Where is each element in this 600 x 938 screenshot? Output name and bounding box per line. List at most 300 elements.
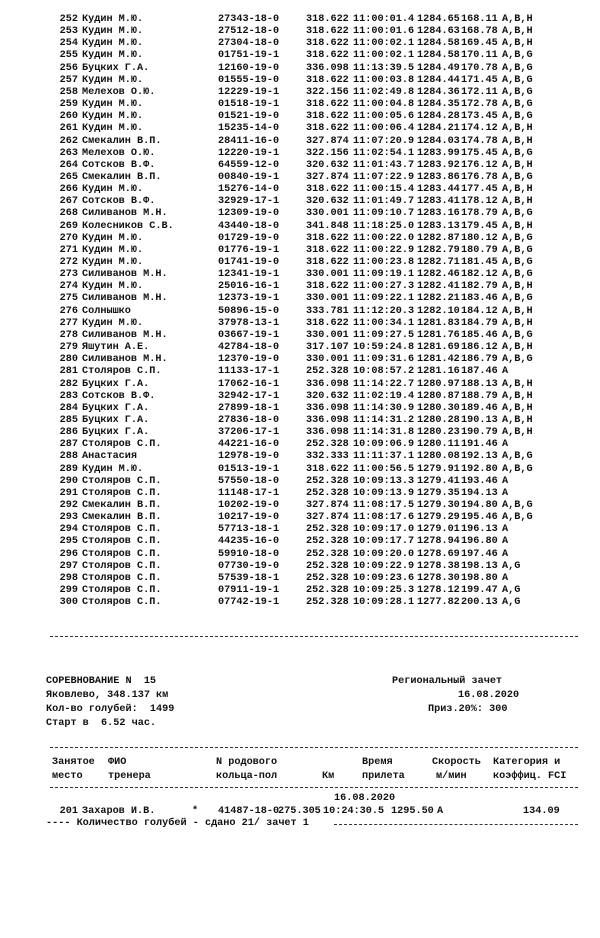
cell-cat: A: [502, 548, 509, 560]
cell-time: 11:08:17.6: [353, 512, 415, 524]
cell-name: Силиванов М.Н.: [82, 293, 168, 305]
cell-name: Столяров С.П.: [82, 560, 162, 572]
cell-time: 11:00:56.5: [353, 463, 415, 475]
cell-speed: 1280.87: [417, 390, 460, 402]
cell-name: Кудин М.Ю.: [82, 38, 144, 50]
cell-name: Столяров С.П.: [82, 524, 162, 536]
header-category: Категория и: [493, 757, 561, 768]
table-row: [0, 451, 600, 463]
cell-speed: 1278.30: [417, 572, 460, 584]
cell-no: 275: [59, 293, 78, 305]
cell-km: 252.328: [306, 585, 349, 597]
result-km: 275.305: [278, 806, 321, 817]
cell-ring: 59910-18-0: [218, 548, 280, 560]
result-speed: 1295.50: [391, 806, 434, 817]
cell-time: 11:00:06.4: [353, 123, 415, 135]
cell-coef: 170.11: [461, 50, 498, 62]
cell-no: 285: [59, 414, 78, 426]
cell-coef: 180.12: [461, 232, 498, 244]
table-row: [0, 366, 600, 378]
cell-km: 330.001: [306, 269, 349, 281]
cell-speed: 1281.69: [417, 342, 460, 354]
cell-time: 11:02:19.4: [353, 390, 415, 402]
cell-coef: 178.12: [461, 196, 498, 208]
cell-ring: 12341-19-1: [218, 269, 280, 281]
cell-cat: A,B,G: [502, 62, 533, 74]
cell-cat: A,B,H: [502, 342, 533, 354]
cell-km: 327.874: [306, 500, 349, 511]
cell-no: 259: [59, 99, 78, 111]
table-row: [0, 87, 600, 99]
table-row: [0, 63, 600, 75]
table-row: [0, 257, 600, 269]
cell-no: 269: [59, 220, 78, 232]
cell-speed: 1283.92: [417, 159, 460, 171]
table-row: [0, 439, 600, 451]
cell-cat: A,B,H: [502, 305, 533, 317]
cell-cat: A,B,G: [502, 111, 533, 123]
cell-km: 318.622: [306, 14, 349, 25]
cell-name: Кудин М.Ю.: [82, 99, 144, 111]
table-row: [0, 14, 600, 26]
cell-km: 327.874: [306, 135, 349, 147]
cell-name: Кудин М.Ю.: [82, 317, 144, 329]
cell-coef: 199.47: [461, 585, 498, 597]
competition-prize: Приз.20%: 300: [428, 704, 508, 715]
cell-name: Столяров С.П.: [82, 536, 162, 548]
cell-speed: 1280.97: [417, 378, 460, 390]
cell-time: 11:00:27.3: [353, 281, 415, 293]
cell-name: Столяров С.П.: [82, 439, 162, 451]
cell-cat: A,B,H: [502, 123, 533, 135]
cell-coef: 172.11: [461, 86, 498, 98]
cell-coef: 196.13: [461, 524, 498, 536]
cell-time: 11:09:22.1: [353, 293, 415, 305]
cell-cat: A,B,G: [502, 74, 533, 86]
cell-speed: 1282.71: [417, 257, 460, 268]
cell-no: 284: [59, 402, 78, 414]
cell-name: Кудин М.Ю.: [82, 50, 144, 62]
cell-ring: 27512-18-0: [218, 26, 280, 38]
cell-coef: 188.79: [461, 390, 498, 402]
cell-cat: A,B,G: [502, 451, 533, 463]
competition-count: Кол-во голубей: 1499: [46, 704, 175, 715]
cell-km: 330.001: [306, 329, 349, 341]
cell-ring: 12373-19-1: [218, 293, 280, 305]
table-row: [0, 172, 600, 184]
cell-speed: 1283.99: [417, 147, 460, 159]
cell-speed: 1284.44: [417, 74, 460, 86]
cell-ring: 25016-16-1: [218, 281, 280, 293]
cell-name: Анастасия: [82, 451, 138, 463]
cell-cat: A,B,H: [502, 378, 533, 390]
cell-time: 10:09:13.9: [353, 487, 415, 499]
cell-km: 341.848: [306, 220, 349, 232]
table-row: [0, 281, 600, 293]
cell-speed: 1280.23: [417, 427, 460, 439]
cell-km: 327.874: [306, 171, 349, 183]
cell-coef: 173.45: [461, 111, 498, 123]
cell-name: Силиванов М.Н.: [82, 269, 168, 281]
cell-km: 322.156: [306, 147, 349, 159]
cell-time: 10:08:57.2: [353, 366, 415, 378]
cell-no: 258: [59, 86, 78, 98]
cell-km: 320.632: [306, 390, 349, 402]
cell-no: 295: [59, 536, 78, 548]
cell-km: 252.328: [306, 366, 349, 378]
cell-km: 318.622: [306, 50, 349, 62]
cell-speed: 1281.16: [417, 366, 460, 378]
cell-time: 10:09:25.3: [353, 585, 415, 597]
cell-name: Силиванов М.Н.: [82, 208, 168, 220]
cell-speed: 1281.42: [417, 354, 460, 366]
cell-ring: 32942-17-1: [218, 390, 280, 402]
cell-no: 287: [59, 439, 78, 451]
cell-km: 327.874: [306, 512, 349, 524]
cell-time: 11:00:15.4: [353, 184, 415, 196]
competition-date: 16.08.2020: [458, 690, 520, 701]
cell-km: 320.632: [306, 196, 349, 208]
cell-no: 280: [59, 354, 78, 366]
table-row: [0, 524, 600, 536]
cell-name: Буцких Г.А.: [82, 402, 150, 414]
cell-no: 252: [59, 14, 78, 25]
cell-cat: A,B,H: [502, 220, 533, 232]
cell-speed: 1279.29: [417, 512, 460, 524]
cell-time: 11:00:22.0: [353, 232, 415, 244]
cell-coef: 198.13: [461, 560, 498, 572]
cell-speed: 1283.16: [417, 208, 460, 220]
table-row: [0, 50, 600, 62]
cell-no: 294: [59, 524, 78, 536]
cell-time: 11:13:39.5: [353, 62, 415, 74]
cell-cat: A,B,H: [502, 184, 533, 196]
header-time: Время: [362, 757, 393, 768]
cell-coef: 198.80: [461, 572, 498, 584]
cell-time: 10:09:17.7: [353, 536, 415, 548]
cell-coef: 185.46: [461, 329, 498, 341]
cell-time: 11:14:22.7: [353, 378, 415, 390]
cell-coef: 194.80: [461, 500, 498, 511]
cell-cat: A,B,H: [502, 414, 533, 426]
table-row: [0, 245, 600, 257]
result-ring: 41487-18-0: [218, 806, 280, 817]
cell-coef: 187.46: [461, 366, 498, 378]
cell-speed: 1279.01: [417, 524, 460, 536]
table-row: [0, 99, 600, 111]
cell-time: 11:00:23.8: [353, 257, 415, 268]
cell-ring: 44221-16-0: [218, 439, 280, 451]
cell-ring: 01776-19-1: [218, 244, 280, 256]
cell-speed: 1283.44: [417, 184, 460, 196]
cell-cat: A,B,H: [502, 390, 533, 402]
cell-cat: A,B,G: [502, 257, 533, 268]
table-row: [0, 561, 600, 573]
cell-no: 274: [59, 281, 78, 293]
cell-speed: 1279.30: [417, 500, 460, 511]
result-row: [0, 806, 600, 818]
cell-time: 11:09:27.5: [353, 329, 415, 341]
header-divider-top: [50, 747, 578, 748]
cell-coef: 196.80: [461, 536, 498, 548]
cell-ring: 15235-14-0: [218, 123, 280, 135]
table-row: [0, 464, 600, 476]
cell-coef: 194.13: [461, 487, 498, 499]
cell-ring: 01729-19-0: [218, 232, 280, 244]
cell-name: Сотсков В.Ф.: [82, 196, 156, 208]
cell-no: 257: [59, 74, 78, 86]
table-row: [0, 585, 600, 597]
table-row: [0, 123, 600, 135]
cell-no: 296: [59, 548, 78, 560]
cell-no: 277: [59, 317, 78, 329]
cell-km: 318.622: [306, 244, 349, 256]
cell-ring: 01521-19-0: [218, 111, 280, 123]
cell-speed: 1282.21: [417, 293, 460, 305]
cell-ring: 17062-16-1: [218, 378, 280, 390]
cell-coef: 169.45: [461, 38, 498, 50]
cell-time: 11:00:02.1: [353, 50, 415, 62]
cell-time: 11:00:05.6: [353, 111, 415, 123]
cell-time: 10:09:06.9: [353, 439, 415, 451]
cell-time: 10:09:28.1: [353, 597, 415, 609]
table-row: [0, 488, 600, 500]
cell-coef: 177.45: [461, 184, 498, 196]
cell-ring: 44235-16-0: [218, 536, 280, 548]
cell-no: 256: [59, 62, 78, 74]
cell-cat: A,B,H: [502, 196, 533, 208]
table-row: [0, 330, 600, 342]
cell-no: 268: [59, 208, 78, 220]
cell-coef: 176.78: [461, 171, 498, 183]
cell-ring: 10217-19-0: [218, 512, 280, 524]
cell-time: 11:02:49.8: [353, 86, 415, 98]
cell-no: 292: [59, 500, 78, 511]
cell-km: 318.622: [306, 26, 349, 38]
cell-coef: 180.79: [461, 244, 498, 256]
cell-km: 252.328: [306, 524, 349, 536]
cell-speed: 1282.41: [417, 281, 460, 293]
cell-cat: A,B,G: [502, 171, 533, 183]
cell-no: 271: [59, 244, 78, 256]
cell-coef: 176.12: [461, 159, 498, 171]
cell-coef: 168.11: [461, 14, 498, 25]
cell-ring: 37978-13-1: [218, 317, 280, 329]
cell-name: Буцких Г.А.: [82, 378, 150, 390]
cell-speed: 1281.76: [417, 329, 460, 341]
cell-cat: A: [502, 524, 509, 536]
cell-no: 273: [59, 269, 78, 281]
cell-coef: 170.78: [461, 62, 498, 74]
cell-no: 281: [59, 366, 78, 378]
result-cat: A: [437, 806, 444, 817]
header-ring: N родового: [216, 757, 278, 768]
cell-ring: 57539-18-1: [218, 572, 280, 584]
cell-no: 282: [59, 378, 78, 390]
cell-no: 265: [59, 171, 78, 183]
cell-ring: 57550-18-0: [218, 475, 280, 487]
cell-cat: A,B,G: [502, 244, 533, 256]
cell-name: Сотсков В.Ф.: [82, 390, 156, 402]
table-row: [0, 196, 600, 208]
cell-coef: 175.45: [461, 147, 498, 159]
cell-coef: 179.45: [461, 220, 498, 232]
cell-time: 11:09:31.6: [353, 354, 415, 366]
cell-speed: 1278.12: [417, 585, 460, 597]
cell-cat: A,B,G: [502, 86, 533, 98]
cell-ring: 27343-18-0: [218, 14, 280, 25]
table-row: [0, 403, 600, 415]
cell-cat: A,B,H: [502, 26, 533, 38]
table-row: [0, 233, 600, 245]
cell-no: 266: [59, 184, 78, 196]
cell-no: 293: [59, 512, 78, 524]
cell-no: 264: [59, 159, 78, 171]
cell-name: Кудин М.Ю.: [82, 232, 144, 244]
cell-km: 336.098: [306, 62, 349, 74]
cell-coef: 178.79: [461, 208, 498, 220]
cell-time: 11:14:30.9: [353, 402, 415, 414]
cell-coef: 171.45: [461, 74, 498, 86]
cell-name: Смекалин В.П.: [82, 500, 162, 511]
cell-km: 317.107: [306, 342, 349, 354]
cell-coef: 192.80: [461, 463, 498, 475]
cell-cat: A,B,G: [502, 99, 533, 111]
cell-no: 270: [59, 232, 78, 244]
cell-coef: 174.78: [461, 135, 498, 147]
cell-coef: 195.46: [461, 512, 498, 524]
cell-no: 288: [59, 451, 78, 463]
table-row: [0, 318, 600, 330]
cell-km: 252.328: [306, 548, 349, 560]
cell-time: 11:01:49.7: [353, 196, 415, 208]
cell-time: 11:07:20.9: [353, 135, 415, 147]
cell-speed: 1283.86: [417, 171, 460, 183]
cell-cat: A,B,H: [502, 159, 533, 171]
cell-time: 10:09:20.0: [353, 548, 415, 560]
cell-time: 11:09:19.1: [353, 269, 415, 281]
cell-name: Буцких Г.А.: [82, 414, 150, 426]
header-place: Занятое: [52, 757, 95, 768]
cell-speed: 1281.83: [417, 317, 460, 329]
cell-time: 11:07:22.9: [353, 171, 415, 183]
cell-coef: 183.46: [461, 293, 498, 305]
cell-speed: 1284.28: [417, 111, 460, 123]
cell-cat: A,B,H: [502, 38, 533, 50]
competition-title: СОРЕВНОВАНИЕ N 15: [46, 676, 157, 687]
cell-km: 252.328: [306, 572, 349, 584]
cell-name: Сотсков В.Ф.: [82, 159, 156, 171]
cell-name: Мелехов О.Ю.: [82, 147, 156, 159]
cell-speed: 1279.91: [417, 463, 460, 475]
cell-name: Столяров С.П.: [82, 585, 162, 597]
cell-coef: 184.12: [461, 305, 498, 317]
cell-speed: 1284.58: [417, 50, 460, 62]
cell-no: 298: [59, 572, 78, 584]
header-divider-bottom: [50, 787, 578, 788]
cell-coef: 190.13: [461, 414, 498, 426]
cell-ring: 42784-18-0: [218, 342, 280, 354]
cell-no: 262: [59, 135, 78, 147]
cell-name: Яшутин А.Е.: [82, 342, 150, 354]
cell-km: 318.622: [306, 281, 349, 293]
cell-speed: 1282.87: [417, 232, 460, 244]
table-row: [0, 306, 600, 318]
cell-speed: 1279.35: [417, 487, 460, 499]
cell-ring: 37206-17-1: [218, 427, 280, 439]
cell-km: 330.001: [306, 208, 349, 220]
cell-ring: 12370-19-0: [218, 354, 280, 366]
table-row: [0, 354, 600, 366]
cell-name: Смекалин В.П.: [82, 512, 162, 524]
cell-time: 11:00:02.1: [353, 38, 415, 50]
cell-time: 10:09:13.3: [353, 475, 415, 487]
cell-km: 318.622: [306, 123, 349, 135]
result-name: Захаров И.В.: [82, 806, 156, 817]
cell-cat: A,B,H: [502, 135, 533, 147]
cell-cat: A: [502, 439, 509, 451]
cell-ring: 28411-16-0: [218, 135, 280, 147]
cell-name: Колесников С.В.: [82, 220, 174, 232]
cell-coef: 168.78: [461, 26, 498, 38]
table-row: [0, 500, 600, 512]
cell-ring: 43440-18-0: [218, 220, 280, 232]
cell-time: 11:14:31.8: [353, 427, 415, 439]
table-row: [0, 160, 600, 172]
cell-cat: A,B,H: [502, 281, 533, 293]
cell-km: 336.098: [306, 427, 349, 439]
cell-cat: A: [502, 487, 509, 499]
cell-coef: 193.46: [461, 475, 498, 487]
cell-speed: 1284.65: [417, 14, 460, 25]
cell-coef: 197.46: [461, 548, 498, 560]
cell-km: 332.333: [306, 451, 349, 463]
cell-no: 291: [59, 487, 78, 499]
cell-km: 336.098: [306, 378, 349, 390]
cell-no: 261: [59, 123, 78, 135]
cell-no: 276: [59, 305, 78, 317]
header-coef: коэффиц. FCI: [493, 771, 567, 782]
result-summary: ---- Количество голубей - сдано 21/ зачет 1: [46, 818, 309, 829]
cell-time: 11:01:43.7: [353, 159, 415, 171]
cell-name: Кудин М.Ю.: [82, 14, 144, 25]
header-fio: ФИО: [108, 757, 127, 768]
table-row: [0, 573, 600, 585]
cell-time: 11:08:17.5: [353, 500, 415, 511]
header-speed-unit: м/мин: [436, 771, 467, 782]
cell-ring: 03667-19-1: [218, 329, 280, 341]
cell-km: 318.622: [306, 257, 349, 268]
cell-cat: A,B,H: [502, 427, 533, 439]
cell-cat: A,B,G: [502, 269, 533, 281]
cell-km: 322.156: [306, 86, 349, 98]
cell-cat: A,B,G: [502, 329, 533, 341]
cell-ring: 12229-19-1: [218, 86, 280, 98]
cell-no: 255: [59, 50, 78, 62]
cell-time: 11:00:22.9: [353, 244, 415, 256]
cell-ring: 00840-19-1: [218, 171, 280, 183]
divider: [50, 636, 578, 637]
cell-km: 318.622: [306, 38, 349, 50]
cell-ring: 12978-19-0: [218, 451, 280, 463]
cell-coef: 184.79: [461, 317, 498, 329]
header-place-2: место: [52, 771, 83, 782]
table-row: [0, 415, 600, 427]
cell-speed: 1284.36: [417, 86, 460, 98]
cell-time: 11:00:03.8: [353, 74, 415, 86]
cell-name: Столяров С.П.: [82, 597, 162, 609]
cell-no: 286: [59, 427, 78, 439]
